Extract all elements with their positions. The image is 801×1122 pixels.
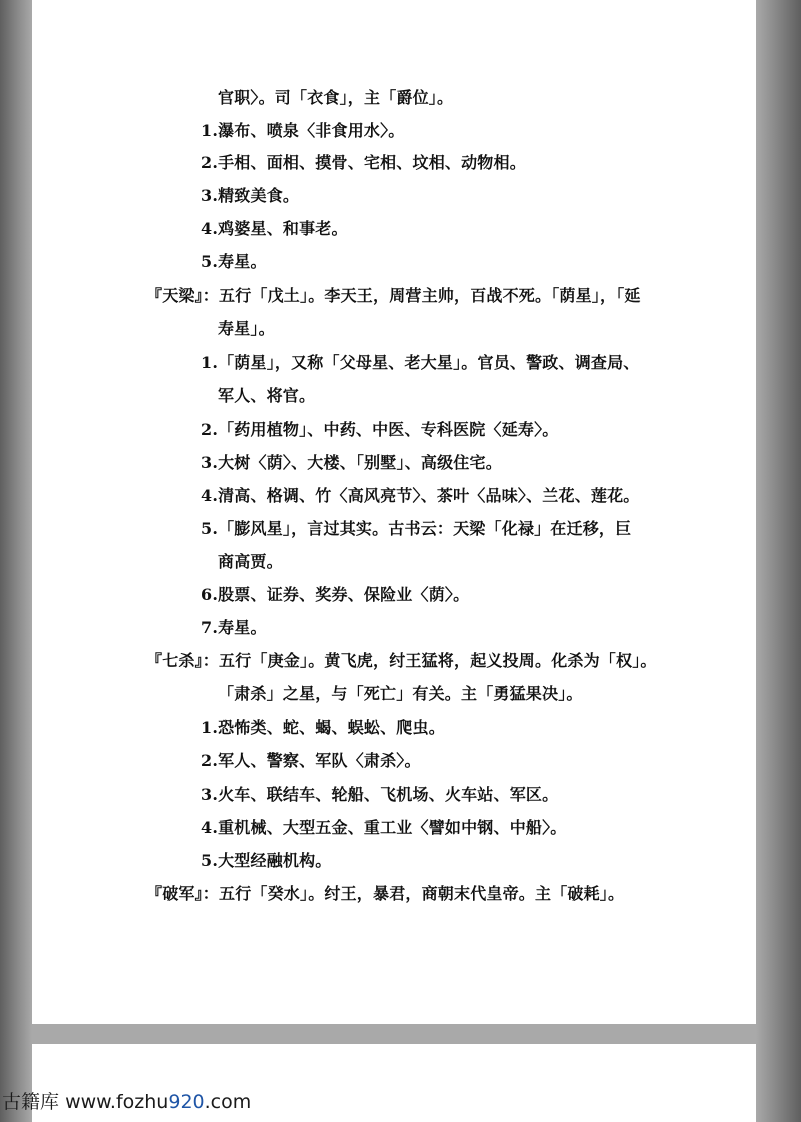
text-line: 3.大树〈荫〉、大楼、「别墅」、高级住宅。 <box>201 453 502 472</box>
text-line: 1.瀑布、喷泉〈非食用水〉。 <box>201 121 405 140</box>
section-heading-qisha: 『七杀』：五行「庚金」。黄飞虎，纣王猛将，起义投周。化杀为「权」。 <box>146 651 657 670</box>
text-line: 寿星」。 <box>218 319 275 338</box>
text-line: 4.清高、格调、竹〈高风亮节〉、茶叶〈品味〉、兰花、莲花。 <box>201 486 640 505</box>
section-heading-tianliang: 『天梁』：五行「戊土」。李天王，周营主帅，百战不死。「荫星」，「延 <box>146 286 641 305</box>
text-line: 2.「药用植物」、中药、中医、专科医院〈延寿〉。 <box>201 420 559 439</box>
document-page <box>32 0 756 1024</box>
text-line: 军人、将官。 <box>218 386 316 405</box>
text-line: 7.寿星。 <box>201 618 267 637</box>
text-line: 5.「膨风星」，言过其实。古书云：天梁「化禄」在迁移，巨 <box>201 519 632 538</box>
watermark-url-number: 920 <box>168 1091 205 1113</box>
text-line: 1.「荫星」，又称「父母星、老大星」。官员、警政、调查局、 <box>201 353 640 372</box>
watermark-url-suffix: .com <box>204 1091 252 1113</box>
text-line: 3.精致美食。 <box>201 186 300 205</box>
text-line: 4.重机械、大型五金、重工业〈譬如中钢、中船〉。 <box>201 818 567 837</box>
text-line: 商高贾。 <box>218 552 283 571</box>
text-line: 5.大型经融机构。 <box>201 851 332 870</box>
text-line: 1.恐怖类、蛇、蝎、蜈蚣、爬虫。 <box>201 718 445 737</box>
text-line: 3.火车、联结车、轮船、飞机场、火车站、军区。 <box>201 785 559 804</box>
text-line: 2.手相、面相、摸骨、宅相、坟相、动物相。 <box>201 153 526 172</box>
watermark <box>2 1090 251 1114</box>
watermark-site-name: 古籍库 <box>2 1091 60 1113</box>
text-line: 「肃杀」之星，与「死亡」有关。主「勇猛果决」。 <box>218 684 583 703</box>
text-line: 6.股票、证券、奖券、保险业〈荫〉。 <box>201 585 470 604</box>
watermark-url-prefix: www.fozhu <box>65 1091 169 1113</box>
text-line: 4.鸡婆星、和事老。 <box>201 219 348 238</box>
text-line: 5.寿星。 <box>201 252 267 271</box>
section-heading-pojun: 『破军』：五行「癸水」。纣王，暴君，商朝末代皇帝。主「破耗」。 <box>146 884 625 903</box>
text-line: 官职〉。司「衣食」，主「爵位」。 <box>218 88 454 107</box>
text-line: 2.军人、警察、军队〈肃杀〉。 <box>201 751 421 770</box>
